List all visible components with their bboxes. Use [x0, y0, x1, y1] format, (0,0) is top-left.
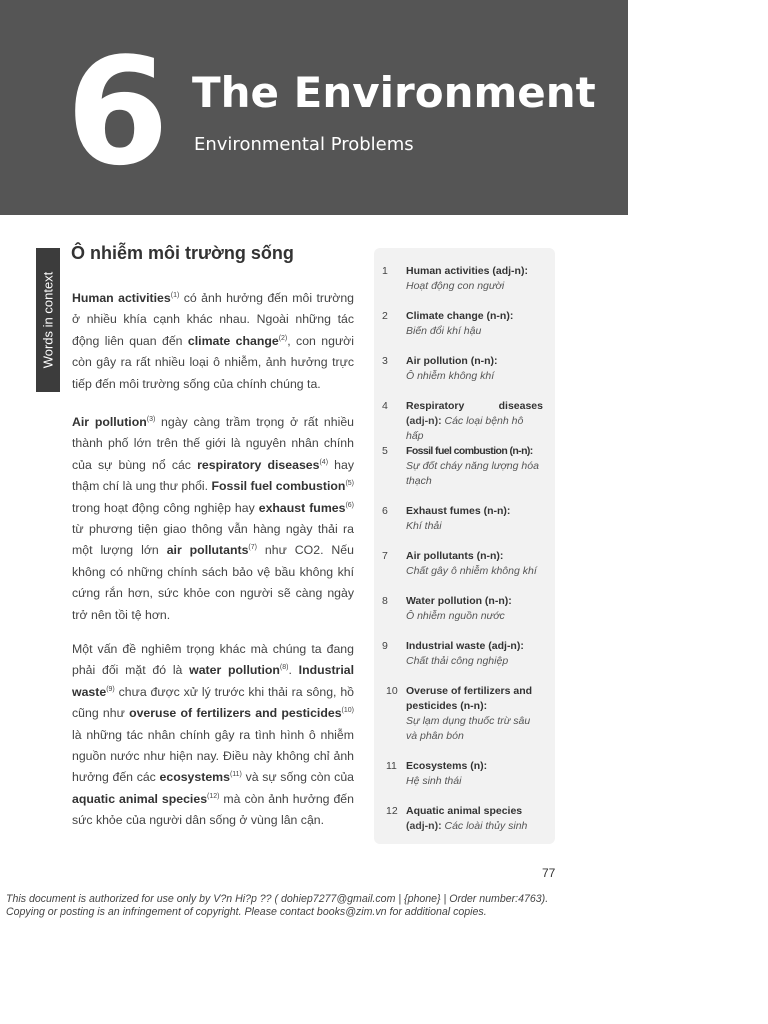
vocab-meaning: Khí thải: [406, 520, 442, 532]
term-exhaust-fumes: exhaust fumes: [258, 500, 346, 515]
vocab-term-part-of-speech: (adj-n):: [406, 820, 442, 832]
vocab-number: 7: [382, 550, 388, 562]
vocab-body: [406, 759, 543, 789]
vocab-term: Overuse of fertilizers and pesticides (n-n):: [406, 685, 533, 712]
term-ref: (3): [146, 415, 156, 423]
vocab-number: 6: [382, 505, 388, 517]
term-overuse-fertilizers: overuse of fertilizers and pesticides: [129, 706, 342, 721]
vocab-meaning: Sự đốt cháy năng lượng hóa thạch: [406, 460, 539, 487]
vocab-body: [406, 354, 543, 384]
vocab-number: 4: [382, 400, 388, 412]
vocab-term: Water pollution (n-n):: [406, 595, 512, 607]
body-text: từ phương tiện giao thông vẫn hàng ngày thải ra một lượng lớn: [72, 522, 354, 558]
vocab-body: [406, 639, 543, 669]
term-human-activities: Human activities: [72, 291, 171, 305]
term-aquatic-animal-species: aquatic animal species: [72, 791, 208, 806]
body-text: .: [288, 663, 299, 678]
vocab-term-line2: [406, 819, 543, 834]
term-ref: (4): [319, 458, 329, 466]
term-water-pollution: water pollution: [189, 663, 280, 678]
page-number: 77: [542, 866, 556, 880]
vocab-number: 10: [386, 685, 398, 697]
term-ref: (2): [278, 334, 288, 342]
vocab-number: 1: [382, 265, 388, 277]
body-text: chưa được xử lý trước khi thải ra sông, hồ cũng như: [72, 684, 354, 721]
vocab-term-part-of-speech: (adj-n):: [406, 415, 442, 427]
side-tab-label: Words in context: [40, 271, 56, 369]
paragraph-3: [72, 639, 354, 832]
vocab-term: Human activities (adj-n):: [406, 265, 528, 277]
body-text: trong hoạt động công nghiệp hay: [72, 500, 259, 515]
body-text: như CO2. Nếu không có những chính sách bảo vệ bầu không khí cứng rắn hơn, sức khỏe con người sẽ càng ngày trở nên tồi tệ hơn.: [72, 543, 354, 622]
vocab-term: Exhaust fumes (n-n):: [406, 505, 511, 517]
body-text: có ảnh hưởng đến môi trường ở nhiều khía cạnh khác nhau. Ngoài những tác động liên quan đến: [72, 291, 354, 348]
term-climate-change: climate change: [187, 333, 279, 348]
term-ref: (9): [106, 685, 115, 693]
vocab-number: 3: [382, 355, 388, 367]
vocab-meaning: Ô nhiễm không khí: [406, 370, 495, 382]
term-ecosystems: ecosystems: [159, 770, 230, 785]
vocab-number: 8: [382, 595, 388, 607]
watermark-line-1: This document is authorized for use only by V?n Hi?p ?? ( dohiep7277@gmail.com | {phone} | Order number:4763).: [6, 893, 549, 905]
body-text: và sự sống còn của: [241, 770, 354, 785]
watermark-line-2: Copying or posting is an infringement of copyright. Please contact books@zim.vn for additional copies.: [6, 906, 487, 918]
vocab-meaning: Hoạt động con người: [406, 280, 505, 292]
vocab-term: Aquatic animal species: [406, 805, 523, 817]
term-ref: (5): [345, 480, 354, 488]
vocab-meaning: Ô nhiễm nguồn nước: [406, 610, 505, 622]
vocab-body: [406, 549, 543, 579]
body-text: ngày càng trầm trọng ở rất nhiều thành phố lớn trên thế giới là nguyên nhân chính của sự bùng nổ các: [72, 415, 354, 472]
body-text: , con người còn gây ra rất nhiều loại ô nhiễm, ảnh hưởng trực tiếp đến môi trường sống của chính chúng ta.: [72, 333, 354, 391]
vocab-term: Respiratory diseases: [406, 400, 543, 412]
vocab-number: 11: [386, 760, 397, 772]
vocab-term: Climate change (n-n):: [406, 310, 514, 322]
body-text: mà còn ảnh hưởng đến sức khỏe của người dân sống ở vùng lân cận.: [72, 791, 354, 828]
section-title: Ô nhiễm môi trường sống: [71, 243, 294, 263]
term-ref: (10): [341, 707, 354, 715]
paragraph-2: [72, 412, 354, 626]
term-respiratory-diseases: respiratory diseases: [197, 457, 320, 472]
vocab-body: [406, 504, 543, 534]
vocab-body: [406, 264, 543, 294]
vocab-body: [406, 684, 543, 744]
vocab-body: [406, 399, 543, 444]
vocab-term: Air pollutants (n-n):: [406, 550, 504, 562]
vocab-number: 12: [386, 805, 398, 817]
term-ref: (12): [207, 792, 220, 800]
vocab-term: Industrial waste (adj-n):: [406, 640, 524, 652]
chapter-header: [0, 0, 628, 215]
term-air-pollution: Air pollution: [72, 415, 147, 429]
body-text: là những tác nhân chính gây ra tình hình ô nhiễm nguồn nước như hiện nay. Điều này không chỉ ảnh hưởng đến các: [72, 727, 354, 785]
term-ref: (11): [229, 771, 242, 779]
term-ref: (1): [170, 291, 180, 299]
vocab-body: [406, 804, 543, 834]
vocabulary-box: [374, 248, 555, 844]
vocab-meaning: Chất gây ô nhiễm không khí: [406, 565, 537, 577]
paragraph-1: [72, 288, 354, 395]
vocab-number: 2: [382, 310, 388, 322]
vocab-meaning: Các loại bệnh hô hấp: [406, 415, 524, 442]
vocab-meaning: Các loài thủy sinh: [444, 820, 528, 832]
term-fossil-fuel-combustion: Fossil fuel combustion: [211, 479, 346, 494]
vocab-number: 9: [382, 640, 388, 652]
vocab-term: Ecosystems (n):: [406, 760, 488, 772]
vocab-term-line2: [406, 414, 543, 444]
vocab-meaning: Sự lạm dụng thuốc trừ sâu và phân bón: [406, 715, 531, 742]
vocab-term: Air pollution (n-n):: [406, 355, 498, 367]
vocab-meaning: Chất thải công nghiệp: [406, 655, 509, 667]
vocab-number: 5: [382, 445, 388, 457]
vocab-term: Fossil fuel combustion (n-n):: [406, 445, 533, 457]
vocab-body: [406, 594, 543, 624]
body-text: hay thậm chí là ung thư phổi.: [72, 457, 355, 494]
copyright-watermark: [6, 893, 706, 919]
term-ref: (8): [279, 664, 289, 672]
body-text: Một vấn đề nghiêm trọng khác mà chúng ta đang phải đối mặt đó là: [72, 642, 354, 678]
term-ref: (6): [345, 501, 354, 509]
vocab-meaning: Hệ sinh thái: [406, 775, 462, 787]
term-air-pollutants: air pollutants: [166, 543, 249, 558]
term-industrial-waste: Industrial waste: [72, 663, 354, 699]
chapter-number: 6: [66, 26, 169, 198]
side-tab: [36, 248, 60, 392]
chapter-subtitle: Environmental Problems: [194, 134, 414, 155]
vocab-meaning: Biến đổi khí hậu: [406, 325, 482, 337]
chapter-title: The Environment: [192, 68, 596, 117]
term-ref: (7): [248, 544, 257, 552]
vocab-body: [406, 444, 543, 489]
vocab-body: [406, 309, 543, 339]
